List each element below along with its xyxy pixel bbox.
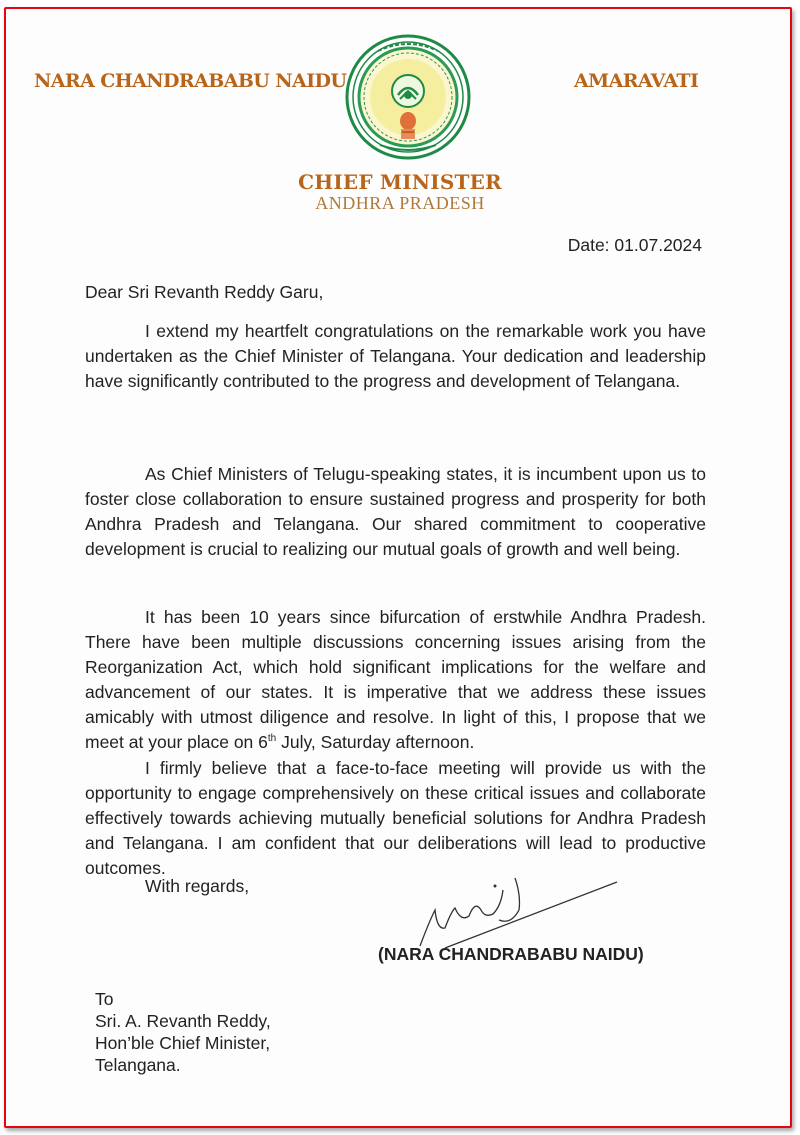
addressee-line: Sri. A. Revanth Reddy,: [95, 1011, 271, 1031]
closing-line: With regards,: [145, 876, 250, 896]
andhra-pradesh-state-emblem-icon: [344, 33, 472, 161]
proposal-text: It has been 10 years since bifurcation of erstwhile Andhra Pradesh. There have been multiple discussions concerning issues arising from the Reorganization Act, which hold significant implications for the welfare and advancement of our states. It is imperative that we address these issues amicably with utmost diligence and resolve. In light of this, I propose that we meet at your place on 6: [85, 607, 706, 752]
paragraph-congratulations: I extend my heartfelt congratulations on the remarkable work you have undertaken as the Chief Minister of Telangana. Your dedication and leadership have significantly contributed to the progress and development of Telangana.: [85, 321, 706, 391]
letter-date: Date: 01.07.2024: [567, 235, 702, 255]
addressee-line: Hon’ble Chief Minister,: [95, 1033, 271, 1053]
ordinal-suffix: th: [267, 733, 277, 745]
addressee-line: Telangana.: [95, 1055, 181, 1075]
state-subtitle: ANDHRA PRADESH: [315, 193, 485, 213]
designation-title: CHIEF MINISTER: [298, 170, 502, 194]
signatory-name: (NARA CHANDRABABU NAIDU): [378, 944, 644, 964]
addressee-line: To: [95, 989, 114, 1009]
handwritten-signature-icon: [415, 870, 645, 950]
sender-name-heading: NARA CHANDRABABU NAIDU: [34, 70, 347, 92]
salutation: Dear Sri Revanth Reddy Garu,: [85, 282, 324, 302]
paragraph-closing-remarks: I firmly believe that a face-to-face meeting will provide us with the opportunity to engage comprehensively on these critical issues and collaborate effectively towards achieving mutually beneficial solutions for Andhra Pradesh and Telangana. I am confident that our deliberations will lead to productive outcomes.: [85, 758, 706, 878]
proposal-text-end: July, Saturday afternoon.: [276, 732, 475, 752]
paragraph-collaboration: As Chief Ministers of Telugu-speaking states, it is incumbent upon us to foster close collaboration to ensure sustained progress and prosperity for both Andhra Pradesh and Telangana. Our shared commitment to cooperative development is crucial to realizing our mutual goals of growth and well being.: [85, 464, 706, 559]
paragraph-meeting-proposal: [85, 605, 706, 755]
place-heading: AMARAVATI: [574, 70, 699, 92]
addressee-block: [95, 988, 271, 1076]
